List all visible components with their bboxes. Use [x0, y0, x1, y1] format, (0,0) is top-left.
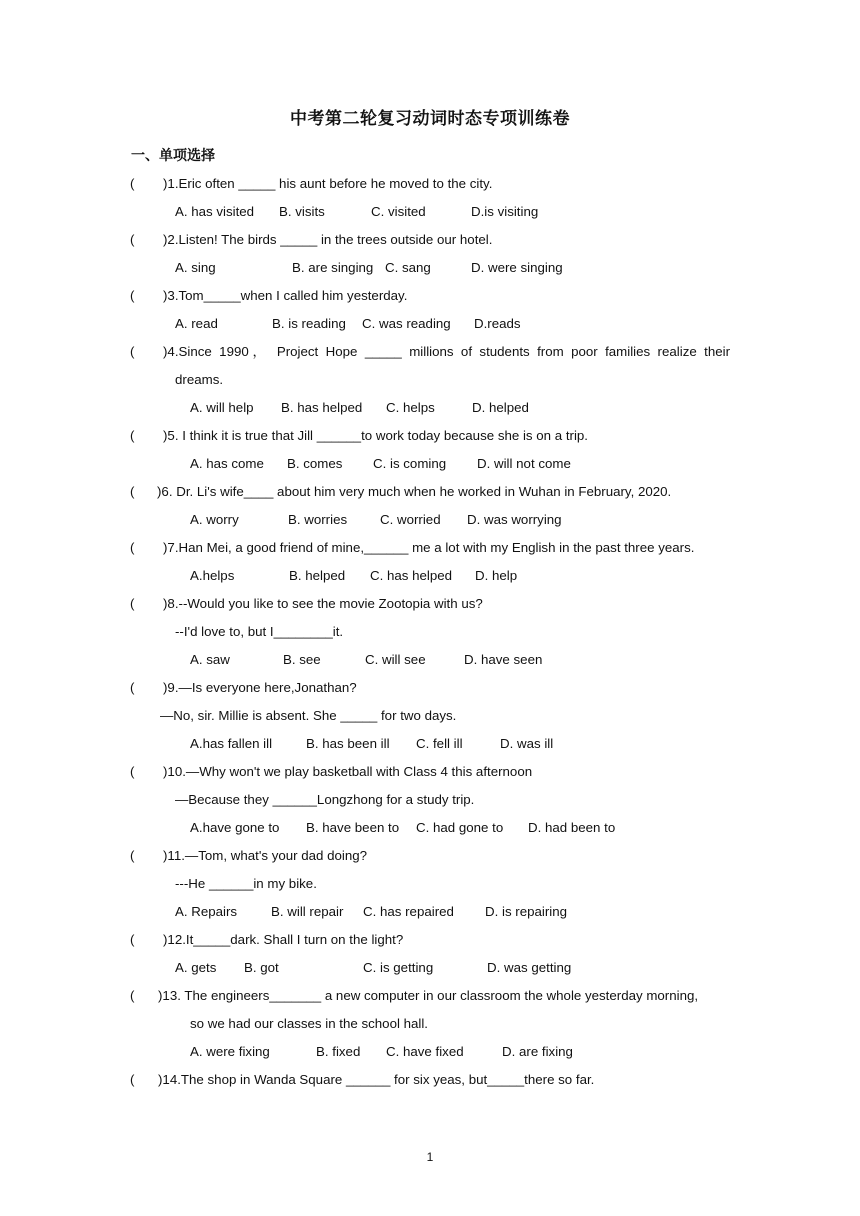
- question: [130, 170, 730, 226]
- option-a: A. sing: [175, 260, 216, 275]
- answer-paren: (: [130, 428, 135, 443]
- answer-paren: (: [130, 596, 135, 611]
- answer-paren: (: [130, 288, 135, 303]
- page-title: 中考第二轮复习动词时态专项训练卷: [290, 109, 570, 129]
- question-text-continued: --I'd love to, but I________it.: [175, 624, 344, 639]
- option-d: D. have seen: [464, 652, 543, 667]
- option-b: B. got: [244, 960, 279, 975]
- question: [130, 534, 730, 590]
- question-text: )3.Tom_____when I called him yesterday.: [163, 288, 408, 303]
- option-a: A. read: [175, 316, 218, 331]
- option-a: A. were fixing: [190, 1044, 270, 1059]
- option-d: D. will not come: [477, 456, 571, 471]
- option-a: A. has come: [190, 456, 264, 471]
- option-b: B. is reading: [272, 316, 346, 331]
- question-text-continued: —Because they ______Longzhong for a study trip.: [175, 792, 475, 807]
- options-row: [130, 254, 730, 282]
- option-a: A. will help: [190, 400, 254, 415]
- answer-paren: (: [130, 484, 135, 499]
- option-a: A.helps: [190, 568, 235, 583]
- options-row: [130, 394, 730, 422]
- option-d: D. are fixing: [502, 1044, 573, 1059]
- option-c: C. had gone to: [416, 820, 504, 835]
- option-c: C. visited: [371, 204, 426, 219]
- option-a: A. has visited: [175, 204, 255, 219]
- option-d: D. helped: [472, 400, 529, 415]
- answer-paren: (: [130, 344, 135, 359]
- answer-paren: (: [130, 176, 135, 191]
- question: [130, 282, 730, 338]
- option-a: A. worry: [190, 512, 239, 527]
- question-text: )9.—Is everyone here,Jonathan?: [163, 680, 357, 695]
- option-b: B. helped: [289, 568, 346, 583]
- option-c: C. is getting: [363, 960, 434, 975]
- options-row: [130, 954, 730, 982]
- question-text-continued: dreams.: [175, 372, 224, 387]
- option-c: C. is coming: [373, 456, 447, 471]
- options-row: [130, 562, 730, 590]
- option-a: A. gets: [175, 960, 217, 975]
- option-a: A.has fallen ill: [190, 736, 273, 751]
- option-b: B. have been to: [306, 820, 400, 835]
- question-text: )5. I think it is true that Jill ______to work today because she is on a trip.: [163, 428, 588, 443]
- question: [130, 982, 730, 1066]
- question-text: )10.—Why won't we play basketball with Class 4 this afternoon: [163, 764, 533, 779]
- question: [130, 338, 730, 422]
- option-b: B. are singing: [292, 260, 374, 275]
- question: [130, 422, 730, 478]
- question-text-continued: ---He ______in my bike.: [175, 876, 317, 891]
- option-b: B. worries: [288, 512, 348, 527]
- options-row: [130, 198, 730, 226]
- answer-paren: (: [130, 848, 135, 863]
- question: [130, 1066, 730, 1094]
- option-c: C. helps: [386, 400, 435, 415]
- option-c: C. will see: [365, 652, 426, 667]
- option-c: C. have fixed: [386, 1044, 464, 1059]
- options-row: [130, 1038, 730, 1066]
- answer-paren: (: [130, 932, 135, 947]
- option-d: D.reads: [474, 316, 521, 331]
- question: [130, 674, 730, 758]
- question-text: )1.Eric often _____ his aunt before he moved to the city.: [163, 176, 493, 191]
- question-text-continued: —No, sir. Millie is absent. She _____ for two days.: [160, 708, 457, 723]
- option-d: D. was getting: [487, 960, 572, 975]
- option-c: C. was reading: [362, 316, 451, 331]
- page-number: 1: [426, 1150, 434, 1164]
- question-text: )13. The engineers_______ a new computer in our classroom the whole yesterday morning,: [158, 988, 699, 1003]
- option-b: B. has helped: [281, 400, 363, 415]
- answer-paren: (: [130, 764, 135, 779]
- option-b: B. comes: [287, 456, 343, 471]
- option-d: D. help: [475, 568, 518, 583]
- answer-paren: (: [130, 232, 135, 247]
- option-c: C. has repaired: [363, 904, 454, 919]
- options-row: [130, 310, 730, 338]
- option-b: B. fixed: [316, 1044, 361, 1059]
- question-list: [130, 170, 730, 1094]
- option-d: D. was worrying: [467, 512, 562, 527]
- question: [130, 926, 730, 982]
- question-text-continued: so we had our classes in the school hall.: [190, 1016, 429, 1031]
- option-d: D. was ill: [500, 736, 554, 751]
- question-text: )8.--Would you like to see the movie Zootopia with us?: [163, 596, 483, 611]
- answer-paren: (: [130, 680, 135, 695]
- question-text: )7.Han Mei, a good friend of mine,______ me a lot with my English in the past three years.: [163, 540, 695, 555]
- question-text: )2.Listen! The birds _____ in the trees outside our hotel.: [163, 232, 493, 247]
- question-text: )12.It_____dark. Shall I turn on the light?: [163, 932, 404, 947]
- section-heading: 一、单项选择: [131, 148, 215, 164]
- option-a: A. saw: [190, 652, 230, 667]
- options-row: [130, 814, 730, 842]
- question: [130, 590, 730, 674]
- option-b: B. will repair: [271, 904, 344, 919]
- options-row: [130, 646, 730, 674]
- option-c: C. worried: [380, 512, 441, 527]
- options-row: [130, 898, 730, 926]
- option-d: D. were singing: [471, 260, 563, 275]
- options-row: [130, 450, 730, 478]
- option-d: D. had been to: [528, 820, 616, 835]
- answer-paren: (: [130, 988, 135, 1003]
- option-c: C. has helped: [370, 568, 453, 583]
- question: [130, 842, 730, 926]
- question-text: )14.The shop in Wanda Square ______ for six yeas, but_____there so far.: [158, 1072, 595, 1087]
- option-a: A.have gone to: [190, 820, 280, 835]
- option-d: D.is visiting: [471, 204, 539, 219]
- option-a: A. Repairs: [175, 904, 238, 919]
- option-c: C. sang: [385, 260, 431, 275]
- question-text: )6. Dr. Li's wife____ about him very much when he worked in Wuhan in February, 2020.: [157, 484, 672, 499]
- options-row: [130, 730, 730, 758]
- question: [130, 758, 730, 842]
- question-text: )4.Since 1990， Project Hope _____ millions of students from poor families realize their: [163, 344, 730, 359]
- answer-paren: (: [130, 540, 135, 555]
- option-b: B. see: [283, 652, 321, 667]
- option-d: D. is repairing: [485, 904, 568, 919]
- question: [130, 478, 730, 534]
- question: [130, 226, 730, 282]
- question-text: )11.—Tom, what's your dad doing?: [163, 848, 368, 863]
- answer-paren: (: [130, 1072, 135, 1087]
- option-b: B. has been ill: [306, 736, 390, 751]
- option-b: B. visits: [279, 204, 325, 219]
- options-row: [130, 506, 730, 534]
- option-c: C. fell ill: [416, 736, 463, 751]
